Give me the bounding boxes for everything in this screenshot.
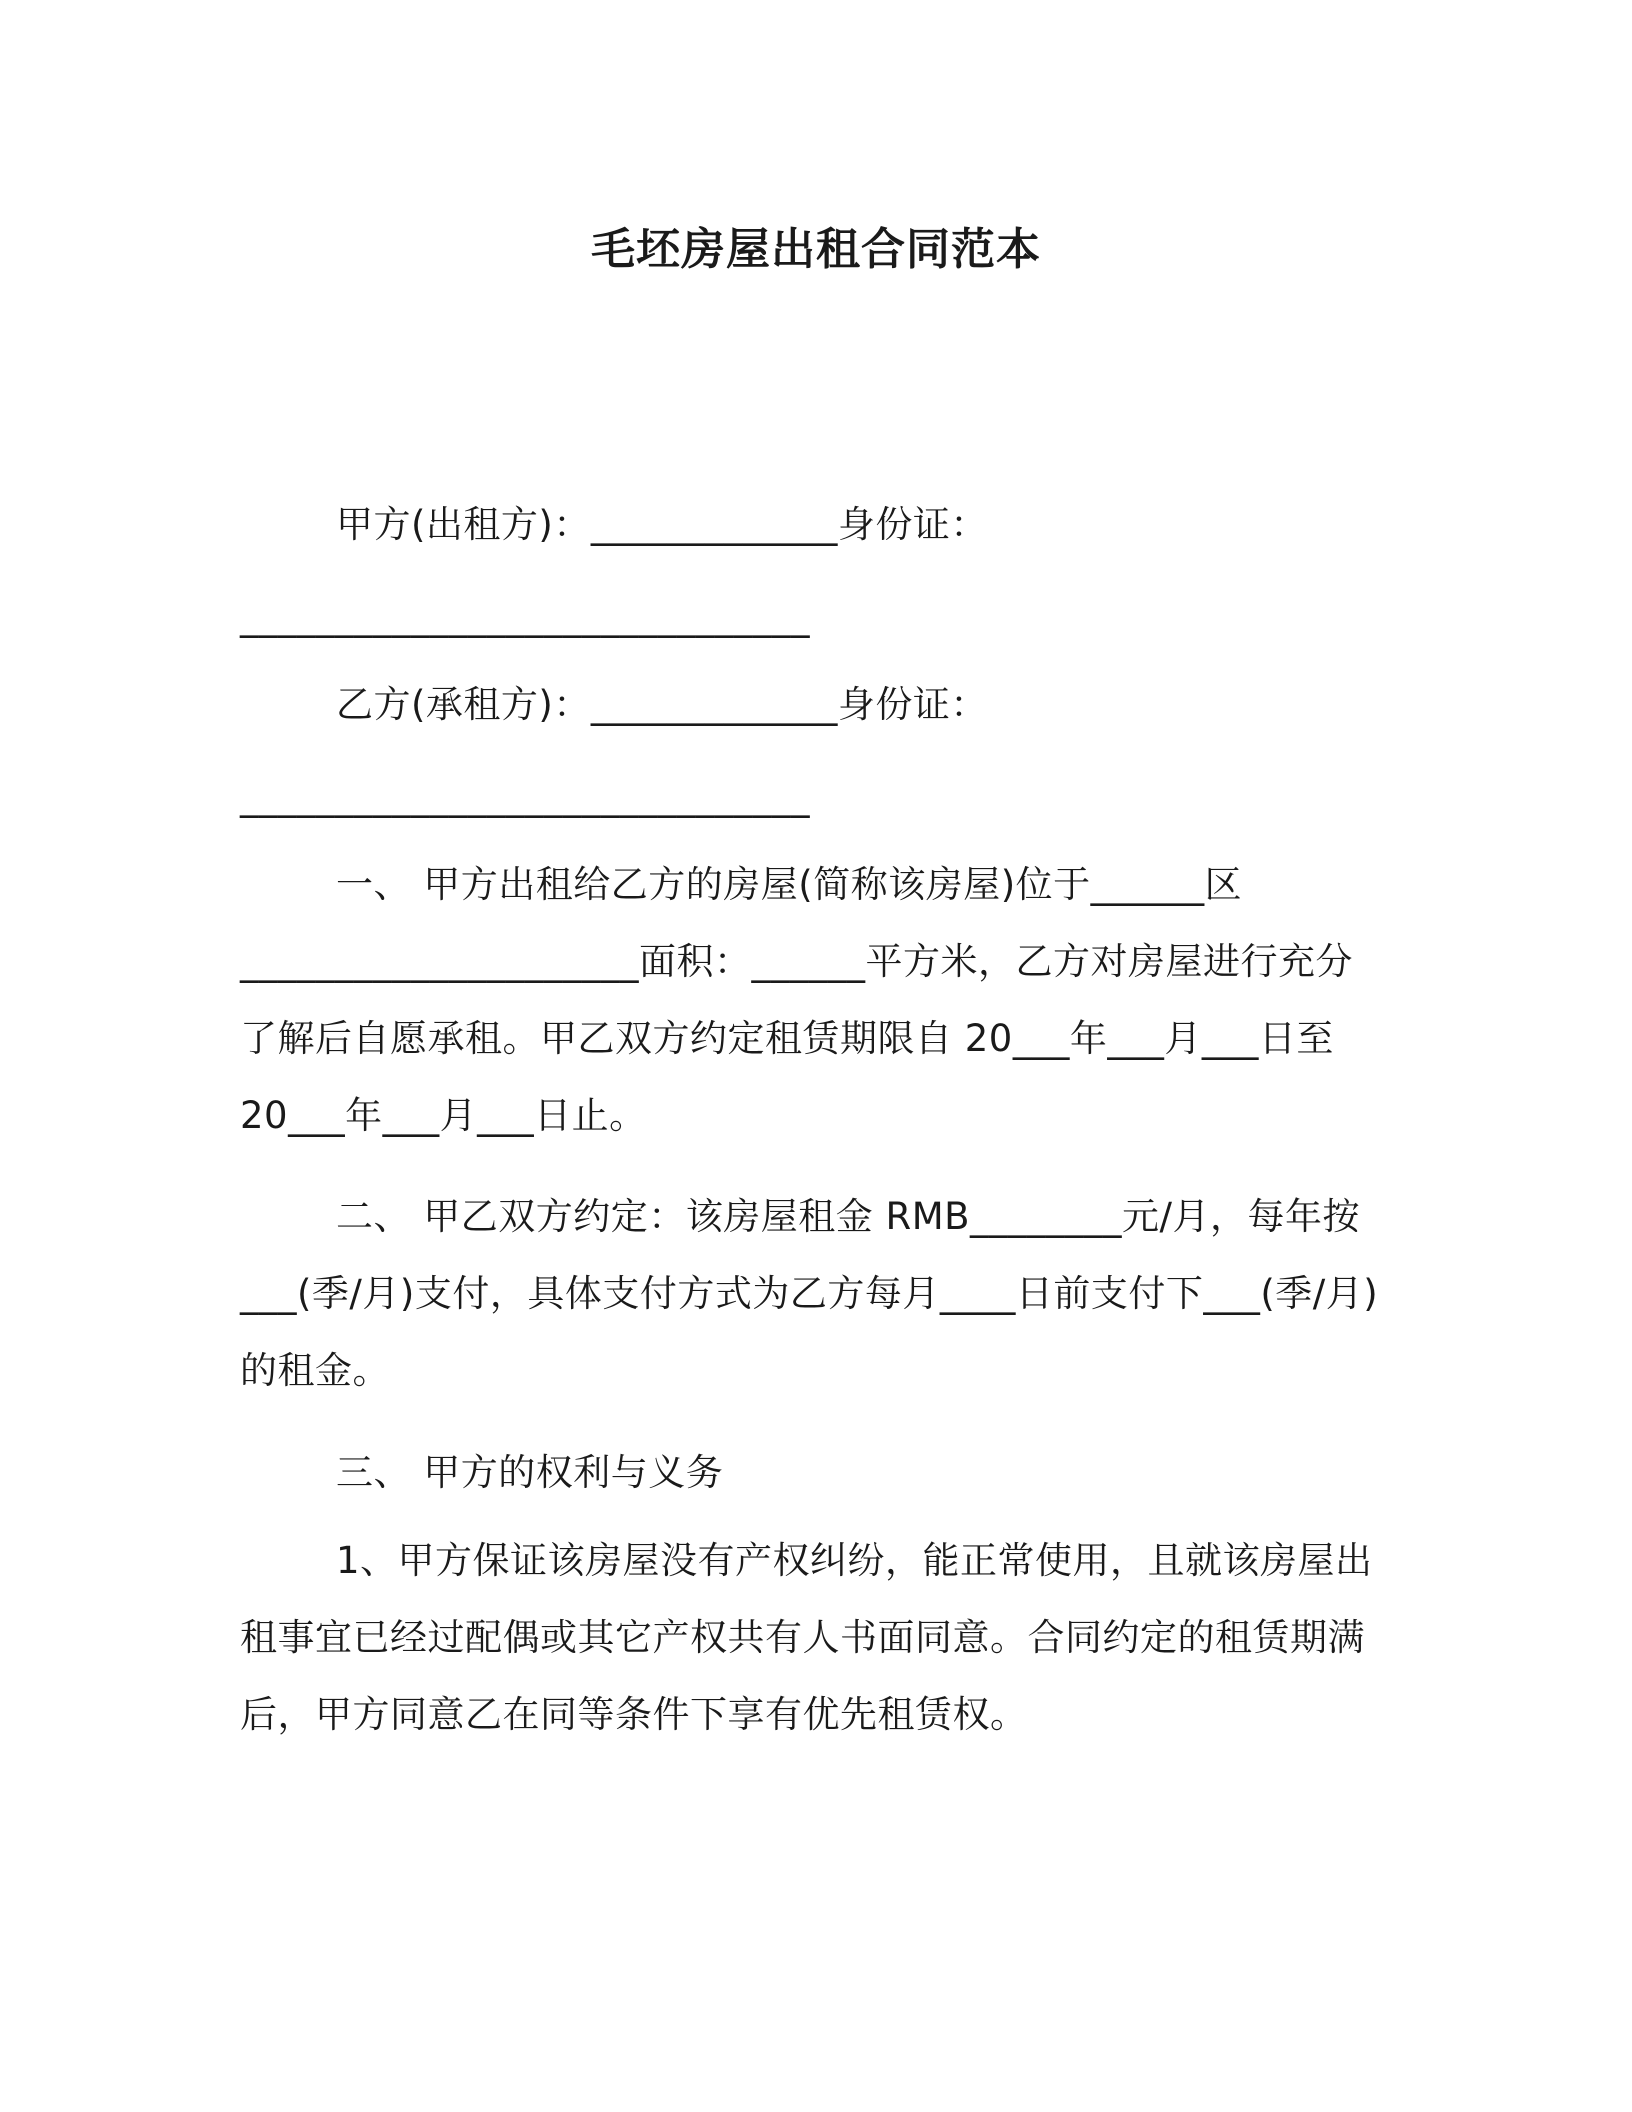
- party-a-id-block: [240, 578, 1400, 655]
- party-a-id-blank: ______________________________: [240, 595, 810, 638]
- paragraph-line: 了解后自愿承租。甲乙双方约定租赁期限自 20___年___月___日至: [240, 1017, 1334, 1060]
- party-a-line: 甲方(出租方)：_____________身份证：: [336, 503, 988, 546]
- paragraph-line: ___(季/月)支付，具体支付方式为乙方每月____日前支付下___(季/月): [240, 1272, 1379, 1315]
- paragraph-line: 一、 甲方出租给乙方的房屋(简称该房屋)位于______区: [336, 863, 1243, 906]
- paragraph-line: 租事宜已经过配偶或其它产权共有人书面同意。合同约定的租赁期满: [240, 1616, 1365, 1659]
- clause-3-heading: [240, 1434, 1400, 1511]
- paragraph-line: 后，甲方同意乙在同等条件下享有优先租赁权。: [240, 1693, 1028, 1736]
- section-heading: 三、 甲方的权利与义务: [336, 1451, 724, 1494]
- clause-2: [240, 1178, 1400, 1409]
- party-b-block: [240, 666, 1400, 743]
- paragraph-line: 的租金。: [240, 1349, 390, 1392]
- paragraph-line: 1、甲方保证该房屋没有产权纠纷，能正常使用，且就该房屋出: [336, 1539, 1373, 1582]
- party-b-id-blank: ______________________________: [240, 775, 810, 818]
- paragraph-line: 二、 甲乙双方约定：该房屋租金 RMB________元/月，每年按: [336, 1195, 1361, 1238]
- party-b-line: 乙方(承租方)：_____________身份证：: [336, 683, 988, 726]
- document-title: 毛坯房屋出租合同范本: [591, 224, 1041, 275]
- clause-3-1: [240, 1522, 1400, 1753]
- party-a-block: [240, 486, 1400, 563]
- paragraph-line: _____________________面积：______平方米，乙方对房屋进行充分: [240, 940, 1353, 983]
- party-b-id-block: [240, 758, 1400, 835]
- clause-1: [240, 846, 1400, 1154]
- paragraph-line: 20___年___月___日止。: [240, 1094, 647, 1137]
